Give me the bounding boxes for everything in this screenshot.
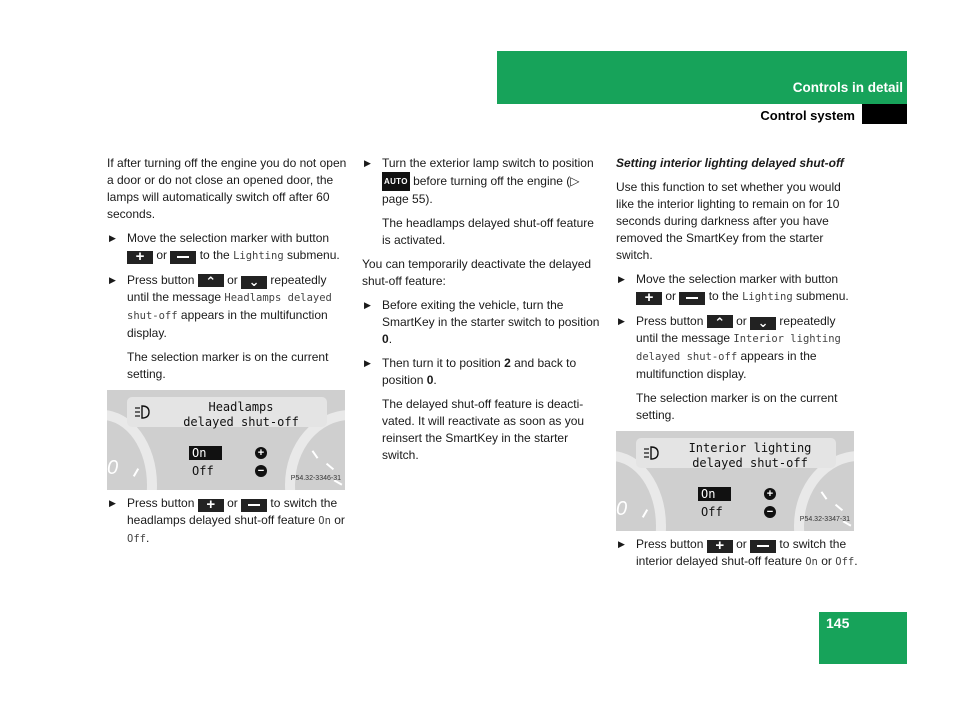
page-number: 145 [826, 615, 850, 631]
intro-paragraph: Use this function to set whether you would like the interior lighting to remain on for 10 seconds during darkness after you have removed the SmartKey from the starter switch. [616, 180, 841, 262]
section-title: Controls in detail [792, 80, 903, 95]
display-message: Headlamps delayed shut-off [127, 292, 332, 322]
figure-id: P54.32-3346-31 [290, 475, 341, 482]
bullet-arrow-icon: ▶ [618, 539, 625, 549]
column-3 [616, 155, 860, 578]
menu-name: Lighting [742, 291, 793, 303]
step-exterior-lamp: ▶ Turn the exterior lamp switch to position AUTO before turning off the engine (▷ page 55). [364, 156, 594, 206]
header-marker [862, 104, 907, 124]
headlamp-icon [133, 403, 151, 421]
bullet-arrow-icon: ▶ [618, 274, 625, 284]
menu-name: Lighting [233, 250, 284, 262]
plus-button-icon [707, 540, 733, 553]
multifunction-display-figure [616, 431, 854, 531]
step-switch-feature: ▶ Press button + or to switch the interior delayed shut-off feature On or Off. [616, 536, 860, 571]
plus-indicator-icon: + [255, 447, 267, 459]
paragraph: You can temporarily deactivate the delayed shut-off feature: [362, 257, 592, 288]
subsection-title: Setting interior lighting delayed shut-off [616, 156, 844, 170]
display-message: Interior lighting delayed shut-off [636, 333, 841, 363]
display-screen [127, 397, 327, 427]
down-button-icon [241, 276, 267, 289]
step-press-button: ▶ Press button ⌃ or ⌄ repeatedly until the message Headlamps delayed shut-off appears in the multifunction display. [107, 272, 347, 342]
bullet-arrow-icon: ▶ [364, 358, 371, 368]
figure-id: P54.32-3347-31 [799, 516, 850, 523]
plus-indicator-icon: + [764, 488, 776, 500]
bullet-arrow-icon: ▶ [618, 316, 625, 326]
column-2 [362, 155, 602, 471]
gauge-number: 0 [107, 457, 119, 479]
bullet-arrow-icon: ▶ [364, 158, 371, 168]
up-button-icon [707, 315, 733, 328]
minus-button-icon [241, 499, 267, 512]
display-line-2: delayed shut-off [183, 415, 299, 429]
minus-button-icon [679, 292, 705, 305]
plus-button-icon [198, 499, 224, 512]
display-line-2: delayed shut-off [692, 456, 808, 470]
display-line-1: Interior lighting [688, 441, 812, 455]
minus-button-icon [170, 251, 196, 264]
intro-paragraph: If after turning off the engine you do not open a door or do not close an opened door, the lamps will automatically switch off after 60 seconds. [107, 156, 347, 221]
bullet-arrow-icon: ▶ [109, 275, 116, 285]
note: The headlamps delayed shut-off feature is activated. [382, 216, 594, 247]
option-off: Off [701, 505, 723, 519]
headlamp-icon [642, 444, 660, 462]
plus-button-icon [636, 292, 662, 305]
header-band [497, 51, 907, 104]
step-move-marker: ▶ Move the selection marker with button + or to the Lighting submenu. [616, 271, 860, 306]
multifunction-display-figure [107, 390, 345, 490]
bullet-arrow-icon: ▶ [364, 300, 371, 310]
minus-button-icon [750, 540, 776, 553]
column-1 [107, 155, 347, 555]
bullet-arrow-icon: ▶ [109, 233, 116, 243]
up-button-icon [198, 274, 224, 287]
note: The selection marker is on the current setting. [127, 350, 329, 381]
note: The selection marker is on the current setting. [636, 391, 838, 422]
option-off: Off [192, 464, 214, 478]
bullet-arrow-icon: ▶ [109, 498, 116, 508]
section-subtitle: Control system [760, 108, 855, 123]
step-move-marker: ▶ Move the selection marker with button + or to the Lighting submenu. [107, 230, 347, 265]
display-line-1: Headlamps [208, 400, 274, 414]
step-turn-key: ▶ Before exiting the vehicle, turn the SmartKey in the starter switch to position 0. [364, 298, 600, 346]
step-switch-feature: ▶ Press button + or to switch the headlamps delayed shut-off feature On or Off. [107, 495, 347, 548]
option-on: On [189, 446, 222, 460]
step-turn-position: ▶ Then turn it to position 2 and back to position 0. [364, 356, 577, 387]
plus-button-icon [127, 251, 153, 264]
option-on: On [698, 487, 731, 501]
note: The delayed shut-off feature is deacti-vated. It will reactivate as soon as you reinsert the SmartKey in the starter switch. [382, 397, 585, 462]
auto-badge-icon: AUTO [382, 172, 410, 191]
gauge-number: 0 [616, 498, 628, 520]
step-press-button: ▶ Press button ⌃ or ⌄ repeatedly until the message Interior lighting delayed shut-off appears in the multifunction display. [616, 313, 860, 383]
minus-indicator-icon: − [764, 506, 776, 518]
display-screen [636, 438, 836, 468]
down-button-icon [750, 317, 776, 330]
minus-indicator-icon: − [255, 465, 267, 477]
